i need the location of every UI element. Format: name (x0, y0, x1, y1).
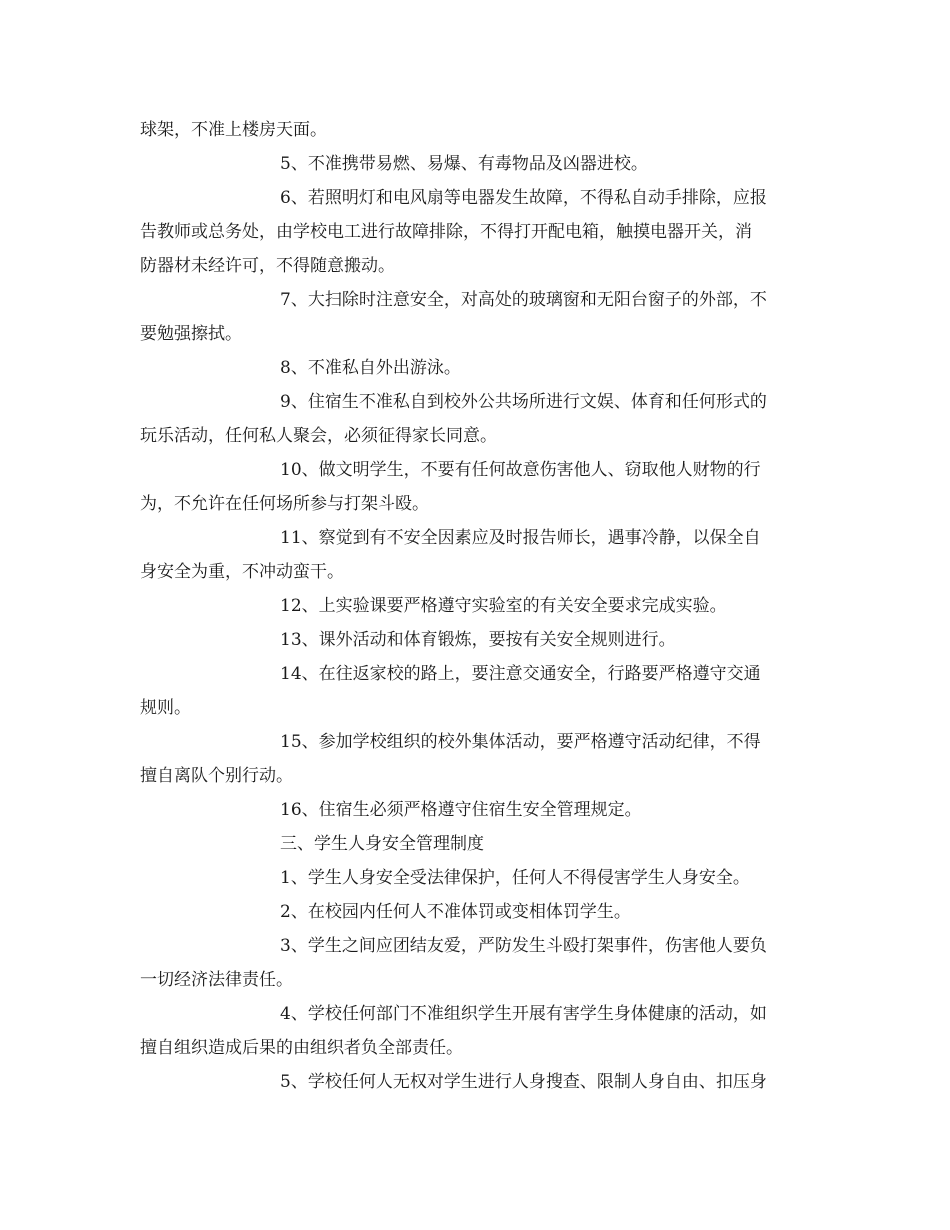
section-heading: 三、学生人身安全管理制度 (280, 834, 484, 854)
text-line: 身安全为重，不冲动蛮干。 (140, 562, 344, 582)
text-line: 球架，不准上楼房天面。 (140, 120, 327, 140)
text-line: 2、在校园内任何人不准体罚或变相体罚学生。 (280, 902, 631, 922)
document-body (140, 113, 812, 1099)
text-line: 13、课外活动和体育锻炼，要按有关安全规则进行。 (280, 630, 676, 650)
text-line: 14、在往返家校的路上，要注意交通安全，行路要严格遵守交通 (280, 664, 761, 684)
text-line: 9、住宿生不准私自到校外公共场所进行文娱、体育和任何形式的 (280, 392, 767, 412)
text-line: 1、学生人身安全受法律保护，任何人不得侵害学生人身安全。 (280, 868, 750, 888)
text-line: 8、不准私自外出游泳。 (280, 358, 461, 378)
text-line: 擅自组织造成后果的由组织者负全部责任。 (140, 1038, 463, 1058)
text-line: 15、参加学校组织的校外集体活动，要严格遵守活动纪律，不得 (280, 732, 761, 752)
text-line: 规则。 (140, 698, 191, 718)
text-line: 10、做文明学生，不要有任何故意伤害他人、窃取他人财物的行 (280, 460, 761, 480)
text-line: 告教师或总务处，由学校电工进行故障排除，不得打开配电箱，触摸电器开关，消 (140, 222, 752, 242)
text-line: 擅自离队个别行动。 (140, 766, 293, 786)
text-line: 要勉强擦拭。 (140, 324, 242, 344)
text-line: 16、住宿生必须严格遵守住宿生安全管理规定。 (280, 800, 642, 820)
text-line: 11、察觉到有不安全因素应及时报告师长，遇事冷静，以保全自 (280, 528, 761, 548)
text-line: 7、大扫除时注意安全，对高处的玻璃窗和无阳台窗子的外部，不 (280, 290, 767, 310)
text-line: 防器材未经许可，不得随意搬动。 (140, 256, 395, 276)
text-line: 12、上实验课要严格遵守实验室的有关安全要求完成实验。 (280, 596, 727, 616)
text-line: 4、学校任何部门不准组织学生开展有害学生身体健康的活动，如 (280, 1004, 767, 1024)
text-line: 5、学校任何人无权对学生进行人身搜查、限制人身自由、扣压身 (280, 1072, 767, 1092)
text-line: 为，不允许在任何场所参与打架斗殴。 (140, 494, 429, 514)
text-line: 一切经济法律责任。 (140, 970, 293, 990)
text-line: 5、不准携带易燃、易爆、有毒物品及凶器进校。 (280, 154, 648, 174)
text-line: 玩乐活动，任何私人聚会，必须征得家长同意。 (140, 426, 497, 446)
text-line: 6、若照明灯和电风扇等电器发生故障，不得私自动手排除，应报 (280, 188, 767, 208)
text-line: 3、学生之间应团结友爱，严防发生斗殴打架事件，伤害他人要负 (280, 936, 767, 956)
